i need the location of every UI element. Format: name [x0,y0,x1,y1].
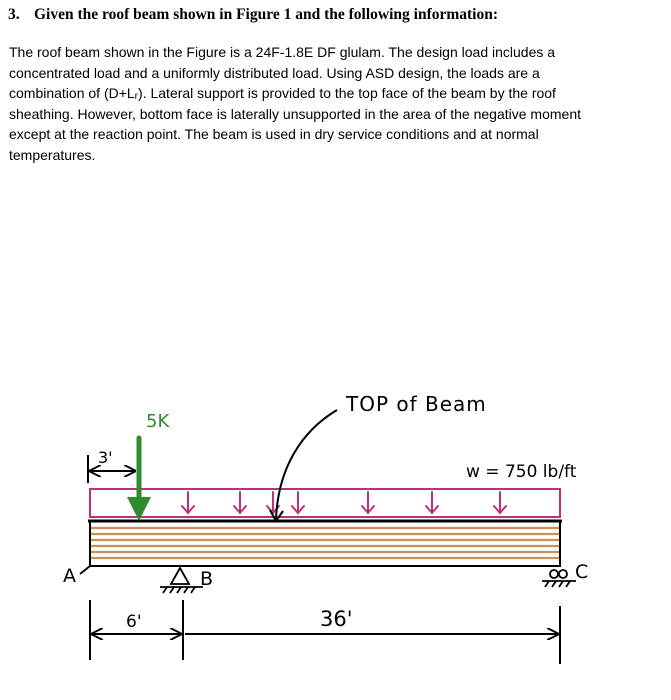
problem-line: except at the reaction point. The beam is used in dry service conditions and at normal [9,126,539,142]
load-arrow [292,492,304,513]
top-of-beam-leader [276,410,337,519]
support-b-pin [160,568,203,593]
problem-line: concentrated load and a uniformly distributed load. Using ASD design, the loads are a [9,64,540,81]
distributed-load-label: w = 750 lb/ft [466,462,577,482]
offset-dimension-label: 3' [98,448,113,467]
problem-line: temperatures. [9,146,96,163]
point-load-label: 5K [146,411,170,432]
glulam-beam [88,521,562,566]
support-c-roller [542,570,576,587]
problem-title-text: Given the roof beam shown in Figure 1 and the following information: [34,6,499,23]
distributed-load-arrows [182,492,506,513]
span-bc-label: 36' [320,607,353,631]
support-a-marker [80,566,90,574]
support-b-label: B [200,568,214,590]
load-arrow [494,492,506,513]
support-c-label: C [575,561,589,583]
top-of-beam-label: TOP of Beam [346,392,487,416]
problem-number: 3. [8,6,20,23]
span-ab-label: 6' [126,612,142,632]
load-arrow [182,492,194,513]
problem-line: combination of (D+Lᵣ). Lateral support is provided to the top face of the beam by the roof [9,85,556,101]
support-a-label: A [63,565,76,587]
problem-line: The roof beam shown in the Figure is a 24F-1.8E DF glulam. The design load includes a [9,44,556,60]
distributed-load-box [90,489,560,517]
distributed-load [90,489,560,517]
problem-line: sheathing. However, bottom face is laterally unsupported in the area of the negative moment [9,105,582,122]
load-arrow [426,492,438,513]
load-arrow [234,492,246,513]
point-load-arrow [127,438,151,521]
load-arrow [362,492,374,513]
